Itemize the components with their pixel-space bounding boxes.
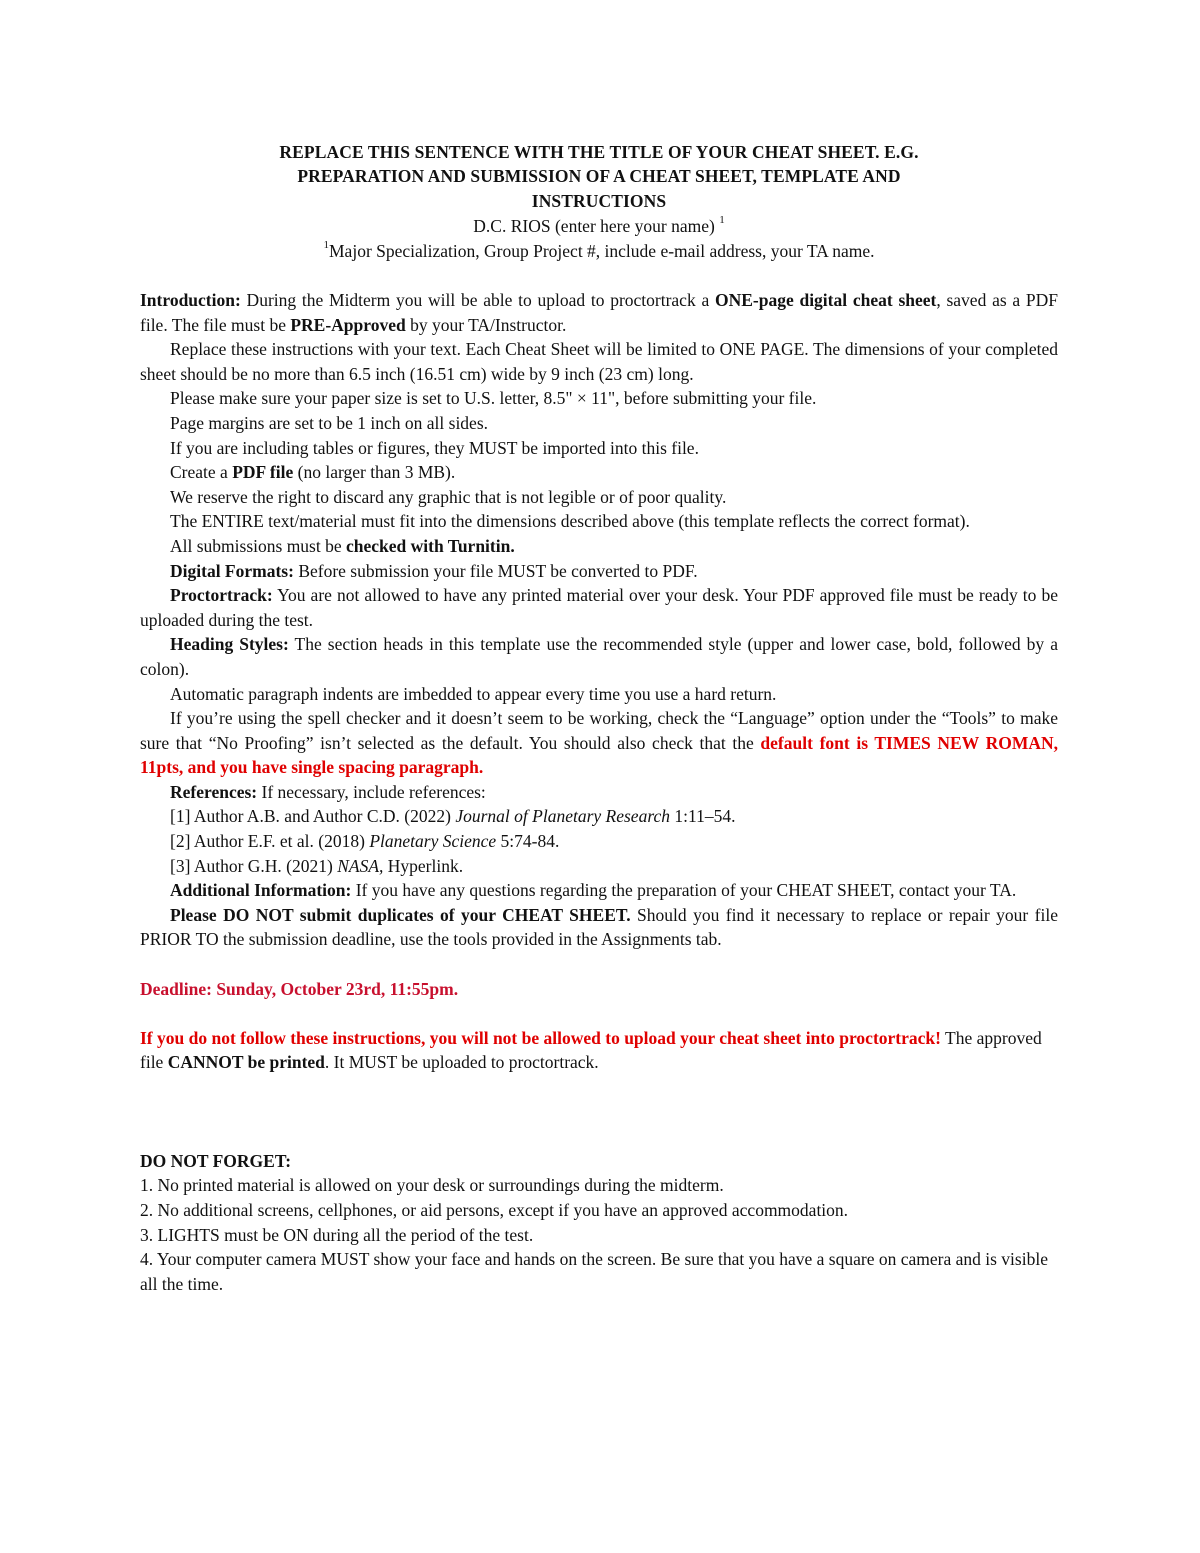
entire-paragraph: The ENTIRE text/material must fit into the dimensions described above (this template reflects the correct format). [170,511,970,532]
reference-3-text: [3] Author G.H. (2021) [170,855,338,876]
references-heading: References: [170,781,258,802]
proctortrack-paragraph [140,583,1058,632]
reference-item [140,829,1058,854]
forget-item: 2. No additional screens, cellphones, or aid persons, except if you have an approved accommodation. [140,1199,849,1220]
reference-2-journal: Planetary Science [369,831,497,852]
spell-checker-paragraph [140,706,1058,780]
title-line-3: INSTRUCTIONS [531,190,667,211]
heading-styles-text: The section heads in this template use the recommended style (upper and lower case, bold, followed by a colon). [140,634,1058,679]
turnitin-bold: checked with Turnitin. [346,535,515,556]
pdf-text-2: (no larger than 3 MB). [293,462,456,483]
digital-formats-text: Before submission your file MUST be converted to PDF. [293,560,698,581]
spacer [140,1100,1058,1125]
warning-paragraph [140,1026,1058,1075]
additional-info-heading: Additional Information: [170,880,352,901]
intro-text-2: , saved as a PDF file. The file must be [140,290,1059,335]
author-name: D.C. RIOS (enter here your name) [473,216,720,237]
replace-paragraph: Replace these instructions with your text. Each Cheat Sheet will be limited to ONE PAGE. The dimensions of your completed sheet should be no more than 6.5 inch (16.51 cm) wide by 9 inch (23 cm) long. [140,339,1058,384]
spacer [140,1075,1058,1100]
duplicates-bold: Please DO NOT submit duplicates of your CHEAT SHEET. [170,904,631,925]
intro-heading: Introduction: [140,290,241,310]
document-title [140,140,1058,213]
spacer [140,952,1058,977]
turnitin-text: All submissions must be [170,535,346,556]
affiliation-text: Major Specialization, Group Project #, include e-mail address, your TA name. [329,240,875,261]
pdf-text-1: Create a [170,462,233,483]
reference-3-link: Hyperlink. [383,855,464,876]
references-paragraph [140,780,1058,805]
duplicates-paragraph [140,903,1058,952]
heading-styles-paragraph [140,632,1058,681]
turnitin-paragraph [140,534,1058,559]
deadline-line [140,977,1058,1002]
reference-1-text: [1] Author A.B. and Author C.D. (2022) [170,806,456,827]
digital-formats-paragraph [140,559,1058,584]
reference-3-journal: NASA, [337,855,384,876]
warning-text-2: . It MUST be uploaded to proctortrack. [324,1052,599,1073]
reference-2-text: [2] Author E.F. et al. (2018) [170,831,370,852]
margins-paragraph: Page margins are set to be 1 inch on all sides. [170,412,489,433]
affiliation-line [140,239,1058,264]
document-page [140,140,1058,1296]
tables-paragraph: If you are including tables or figures, they MUST be imported into this file. [170,437,699,458]
duplicates-text: Should you find it necessary to replace or repair your file PRIOR TO the submission deadline, use the tools provided in the Assignments tab. [140,904,1058,950]
digital-formats-heading: Digital Formats: [170,560,294,581]
intro-text-3: by your TA/Instructor. [405,314,567,335]
references-text: If necessary, include references: [257,781,486,802]
forget-heading [140,1149,1058,1174]
intro-paragraph [140,288,1058,337]
reference-1-journal: Journal of Planetary Research [455,806,670,827]
spacer [140,263,1058,288]
author-superscript: 1 [719,214,725,227]
additional-info-text: If you have any questions regarding the preparation of your CHEAT SHEET, contact your TA. [351,880,1017,901]
spell-checker-text: If you’re using the spell checker and it doesn’t seem to be working, check the “Language” option under the “Tools” to make sure that “No Proofing” isn’t selected as the default. You should also check that the [140,708,1058,753]
auto-indent-paragraph: Automatic paragraph indents are imbedded to appear every time you use a hard return. [170,683,777,704]
intro-text-1: During the Midterm you will be able to upload to proctortrack a [240,290,715,310]
reference-item [140,854,1058,879]
paper-size-paragraph: Please make sure your paper size is set to U.S. letter, 8.5" × 11", before submitting your file. [170,388,817,409]
affiliation-superscript: 1 [323,238,329,251]
intro-bold-1: ONE-page digital cheat sheet [714,290,937,310]
title-line-1: REPLACE THIS SENTENCE WITH THE TITLE OF YOUR CHEAT SHEET. E.G. [279,142,919,162]
pdf-paragraph [140,460,1058,485]
reference-1-pages: 1:11–54. [670,806,736,827]
reference-item [140,804,1058,829]
reference-2-pages: 5:74-84. [496,831,560,852]
additional-info-paragraph [140,878,1058,903]
forget-item: 1. No printed material is allowed on your desk or surroundings during the midterm. [140,1175,724,1196]
warning-red: If you do not follow these instructions, you will not be allowed to upload your cheat sheet into proctortrack! [140,1027,941,1048]
spacer [140,1001,1058,1026]
spacer [140,1124,1058,1149]
deadline-text: Deadline: Sunday, October 23rd, 11:55pm. [140,978,459,999]
forget-item: 4. Your computer camera MUST show your face and hands on the screen. Be sure that you have a square on camera and is visible all the time. [140,1249,1048,1294]
pdf-bold: PDF file [232,462,294,483]
heading-styles-heading: Heading Styles: [170,634,289,655]
forget-item: 3. LIGHTS must be ON during all the period of the test. [140,1224,534,1245]
reserve-paragraph: We reserve the right to discard any graphic that is not legible or of poor quality. [170,486,727,507]
intro-bold-2: PRE-Approved [290,314,406,335]
forget-heading-text: DO NOT FORGET: [140,1150,292,1171]
author-line [140,214,1058,239]
proctortrack-text: You are not allowed to have any printed material over your desk. Your PDF approved file must be ready to be uploaded during the test. [140,585,1058,630]
warning-bold: CANNOT be printed [167,1052,325,1073]
title-line-2: PREPARATION AND SUBMISSION OF A CHEAT SHEET, TEMPLATE AND [297,166,901,187]
warning-text-1: The approved file [140,1027,1042,1073]
proctortrack-heading: Proctortrack: [170,585,273,606]
font-requirement-red: default font is TIMES NEW ROMAN, 11pts, and you have single spacing paragraph. [140,732,1058,778]
